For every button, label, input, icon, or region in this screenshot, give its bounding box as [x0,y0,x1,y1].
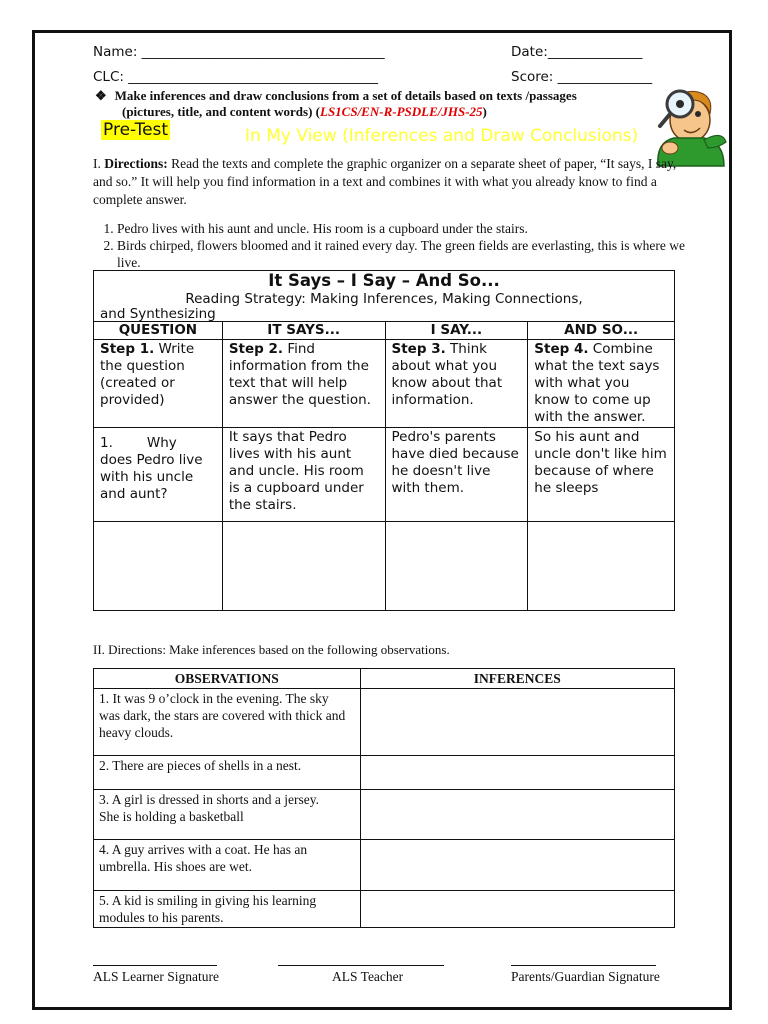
step-2-cell: Step 2. Find information from the text that will help answer the question. [222,340,385,428]
column-header-inferences: INFERENCES [360,669,674,689]
blank-answer-cell[interactable] [385,522,528,611]
date-field[interactable]: Date:______________ [511,44,643,60]
clc-field[interactable]: CLC: _____________________________________ [93,69,378,85]
column-header-it-says: IT SAYS... [222,322,385,340]
observations-table [93,668,675,928]
example-and-so-cell: So his aunt and uncle don't like him because of where he sleeps [528,428,675,522]
inference-input-cell[interactable] [360,756,674,790]
example-question-cell: 1. Why does Pedro live with his uncle and aunt? [94,428,223,522]
reading-texts-list [93,220,702,271]
organizer-header-cell [94,271,675,322]
part2-directions: II. Directions: Make inferences based on the following observations. [93,642,450,657]
column-header-question: QUESTION [94,322,223,340]
column-header-i-say: I SAY... [385,322,528,340]
guardian-signature-label: Parents/Guardian Signature [511,969,660,984]
step-1-cell: Step 1. Write the question (created or provided) [94,340,223,428]
inference-input-cell[interactable] [360,891,674,928]
column-header-observations: OBSERVATIONS [94,669,361,689]
observation-cell: 2. There are pieces of shells in a nest. [94,756,361,790]
objective [95,88,635,104]
guardian-signature-line[interactable] [511,965,656,966]
step-4-cell: Step 4. Combine what the text says with what you know to come up with the answer. [528,340,675,428]
name-field[interactable]: Name: ____________________________________ [93,44,385,60]
list-item: 2. Birds chirped, flowers bloomed and it rained every day. The green fields are everlasting, this is where we live. [117,237,702,271]
blank-answer-cell[interactable] [222,522,385,611]
observation-cell: 1. It was 9 o’clock in the evening. The sky was dark, the stars are covered with thick and heavy clouds. [94,689,361,756]
example-i-say-cell: Pedro's parents have died because he doesn't live with them. [385,428,528,522]
lesson-title: In My View (Inferences and Draw Conclusions) [245,126,639,146]
teacher-signature-line[interactable] [278,965,444,966]
column-header-and-so: AND SO... [528,322,675,340]
diamond-bullet-icon: ❖ [95,88,107,103]
part1-directions: I. Directions: Read the texts and complete the graphic organizer on a separate sheet of paper, “It says, I say, and so.” It will help you find information in a text and combines it with what you already know to find a complete answer. [93,156,677,207]
inference-input-cell[interactable] [360,840,674,891]
learner-signature-label: ALS Learner Signature [93,969,219,984]
objective-line1: Make inferences and draw conclusions from a set of details based on texts /passages [114,88,577,103]
step-3-cell: Step 3. Think about what you know about that information. [385,340,528,428]
learner-signature-line[interactable] [93,965,217,966]
organizer-subtitle: Reading Strategy: Making Inferences, Making Connections, [185,291,583,307]
organizer-title: It Says – I Say – And So... [268,271,500,290]
example-it-says-cell: It says that Pedro lives with his aunt and uncle. His room is a cupboard under the stairs. [222,428,385,522]
teacher-signature-label: ALS Teacher [332,969,404,984]
competency-code: LS1CS/EN-R-PSDLE/JHS-25 [320,104,483,119]
graphic-organizer-table [93,270,675,611]
objective-line2: (pictures, title, and content words) (LS1CS/EN-R-PSDLE/JHS-25) [122,104,487,119]
pretest-label: Pre-Test [103,120,169,140]
observation-cell: 3. A girl is dressed in shorts and a jersey. She is holding a basketball [94,790,361,840]
blank-answer-cell[interactable] [528,522,675,611]
inference-input-cell[interactable] [360,689,674,756]
blank-answer-cell[interactable] [94,522,223,611]
observation-cell: 5. A kid is smiling in giving his learning modules to his parents. [94,891,361,928]
inference-input-cell[interactable] [360,790,674,840]
score-field[interactable]: Score: ______________ [511,69,653,85]
list-item: 1. Pedro lives with his aunt and uncle. His room is a cupboard under the stairs. [117,220,702,237]
observation-cell: 4. A guy arrives with a coat. He has an umbrella. His shoes are wet. [94,840,361,891]
organizer-subtitle-cont: and Synthesizing [100,306,216,322]
